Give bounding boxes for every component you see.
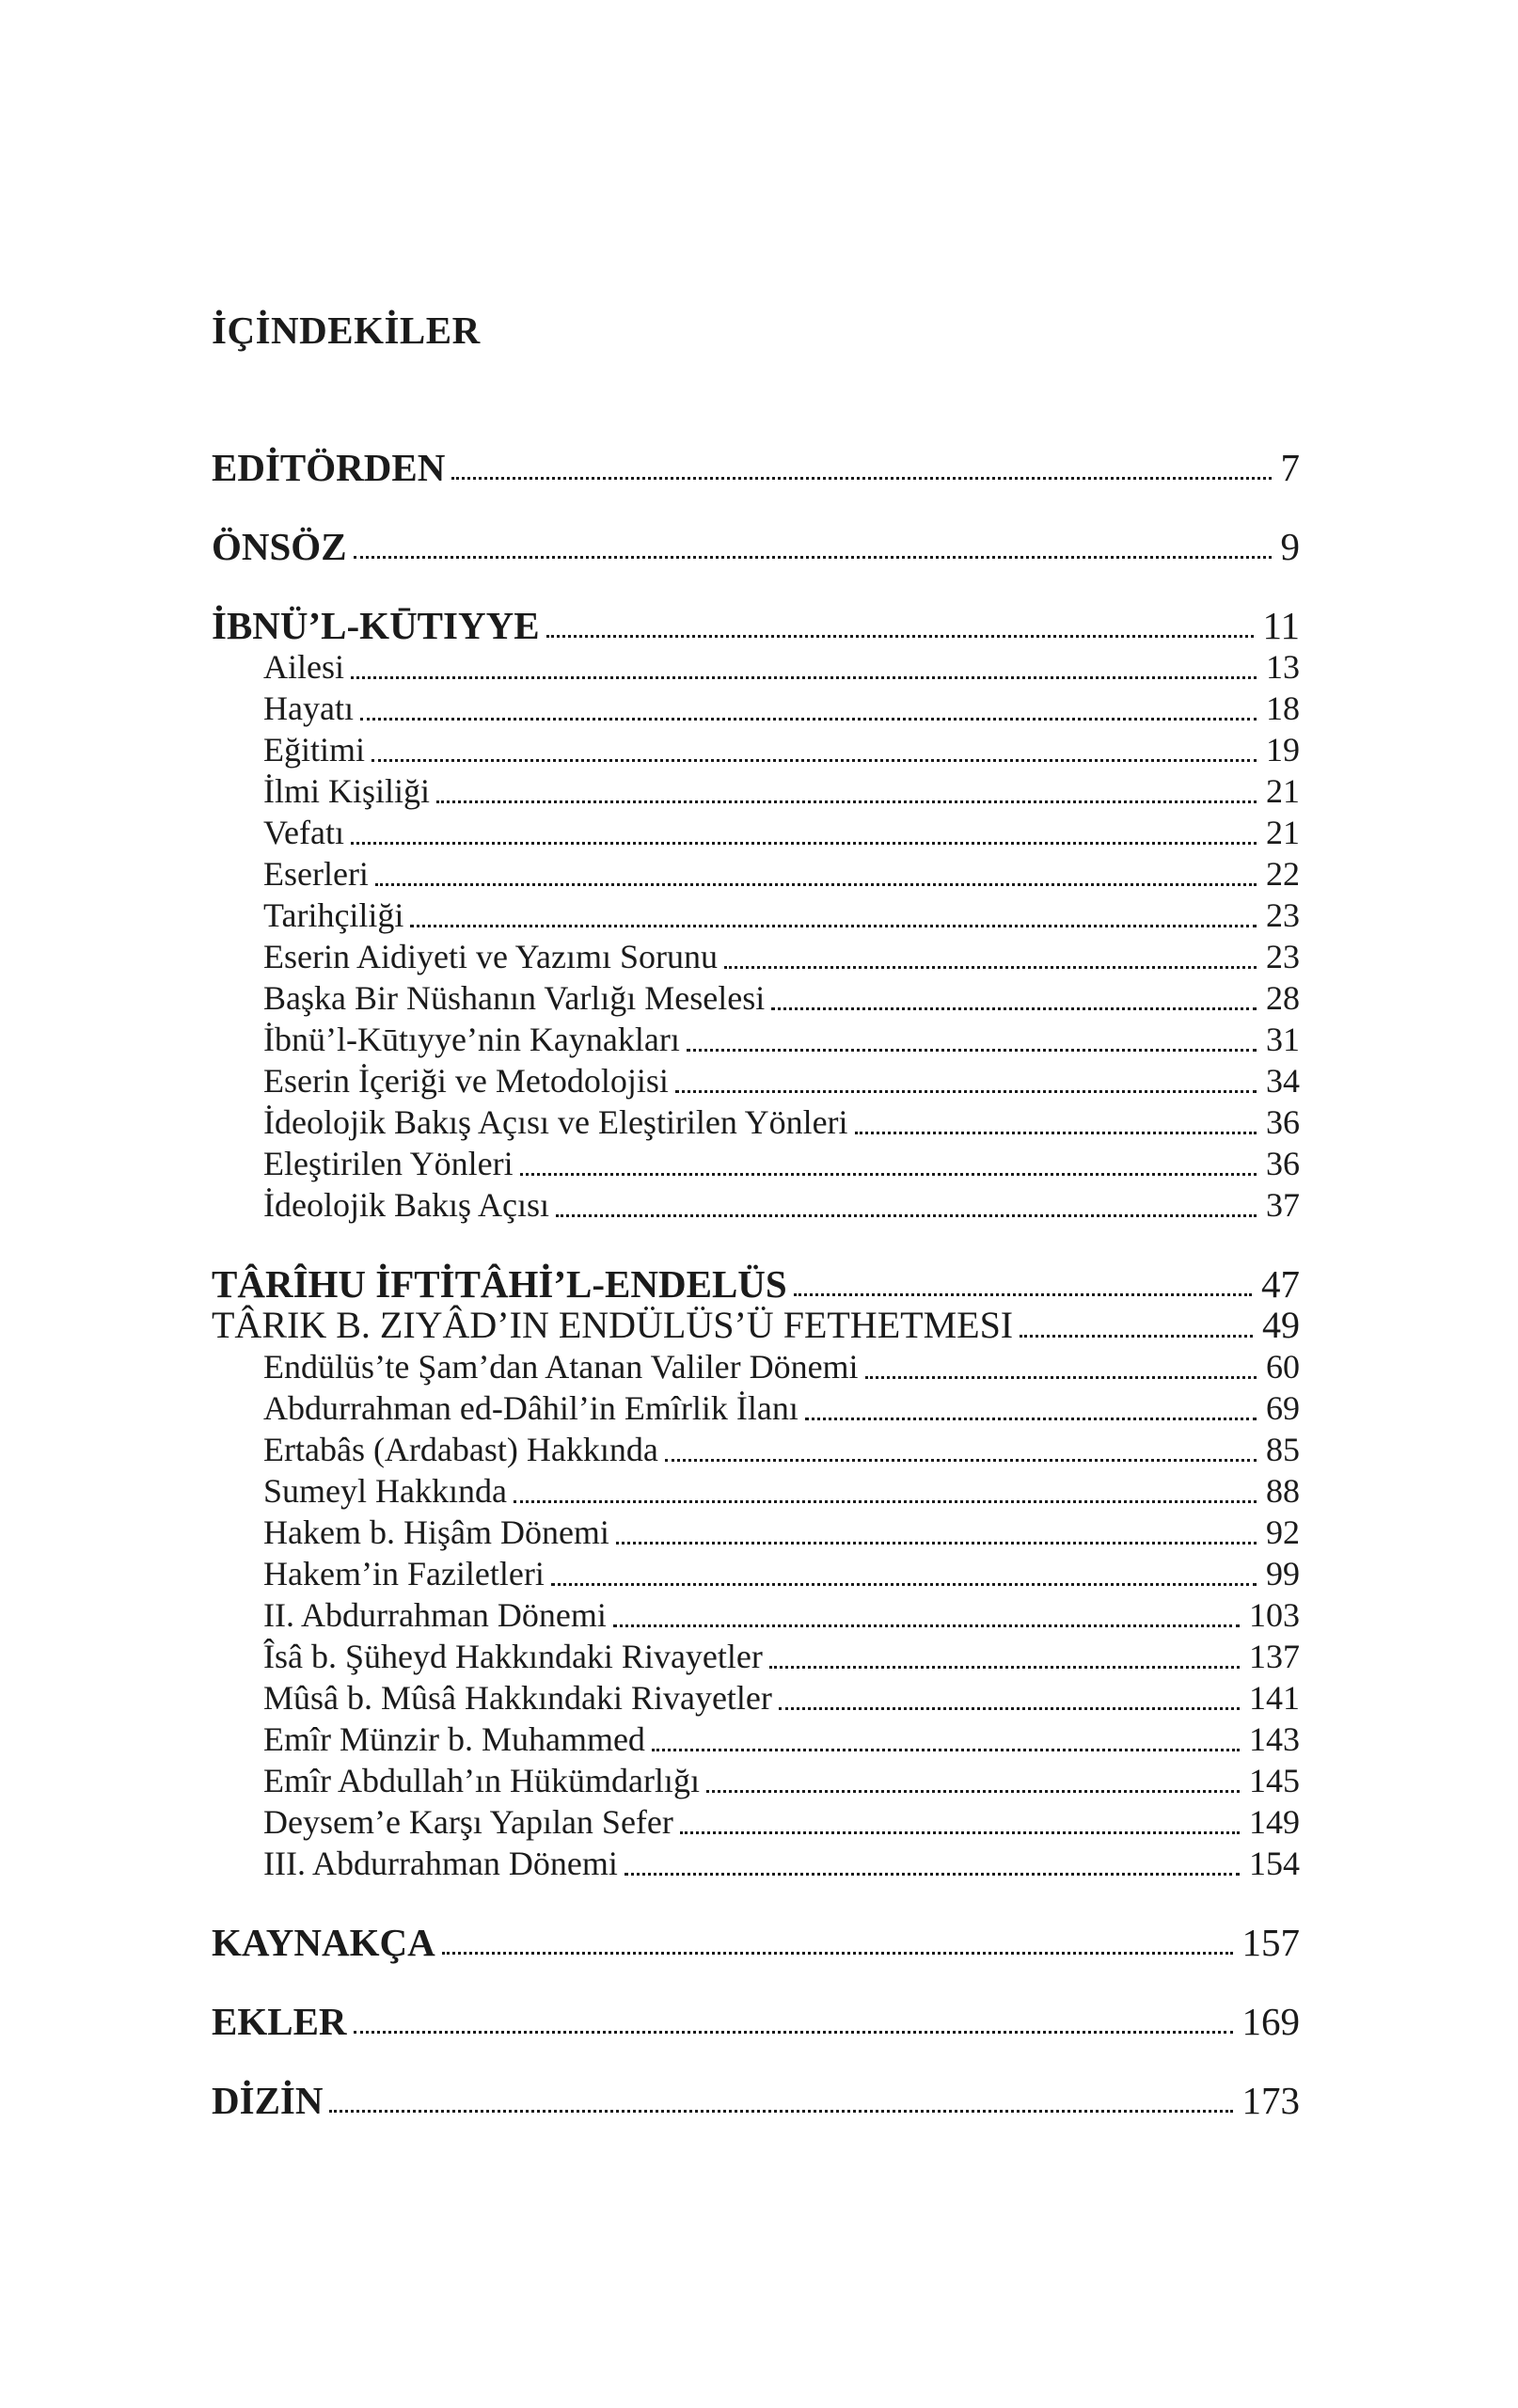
dot-leader — [551, 1583, 1257, 1586]
toc-entry-page: 11 — [1262, 604, 1300, 647]
toc-entry-page: 173 — [1241, 2079, 1300, 2122]
dot-leader — [329, 2110, 1232, 2113]
toc-entry-page: 13 — [1266, 648, 1300, 686]
dot-leader — [514, 1500, 1257, 1503]
toc-entry — [212, 1636, 1300, 1677]
toc-entry-label: Abdurrahman ed-Dâhil’in Emîrlik İlanı — [263, 1389, 799, 1427]
toc-entry — [212, 1263, 1300, 1305]
toc-entry-page: 37 — [1266, 1186, 1300, 1224]
toc-entry-label: Eleştirilen Yönleri — [263, 1145, 514, 1182]
toc-entry-page: 31 — [1266, 1021, 1300, 1058]
dot-leader — [436, 800, 1257, 803]
dot-leader — [652, 1749, 1240, 1751]
toc-entry-page: 88 — [1266, 1472, 1300, 1510]
toc-entry — [212, 1594, 1300, 1636]
toc-entry-page: 69 — [1266, 1389, 1300, 1427]
toc-page — [212, 308, 1300, 2121]
toc-entry-page: 60 — [1266, 1348, 1300, 1386]
toc-entry — [212, 688, 1300, 729]
toc-entry-label: Îsâ b. Şüheyd Hakkındaki Rivayetler — [263, 1638, 763, 1675]
toc-entry-page: 137 — [1249, 1638, 1300, 1675]
toc-entry-label: TÂRIK B. ZIYÂD’IN ENDÜLÜS’Ü FETHETMESI — [212, 1304, 1014, 1346]
toc-list — [212, 447, 1300, 2121]
toc-entry-page: 36 — [1266, 1103, 1300, 1141]
toc-entry-label: EDİTÖRDEN — [212, 446, 446, 489]
toc-entry-page: 154 — [1249, 1845, 1300, 1882]
toc-entry-label: Eserleri — [263, 855, 369, 893]
toc-entry-page: 169 — [1241, 2000, 1300, 2043]
toc-entry — [212, 770, 1300, 812]
toc-entry-label: II. Abdurrahman Dönemi — [263, 1596, 607, 1634]
dot-leader — [769, 1666, 1240, 1669]
toc-entry — [212, 1060, 1300, 1101]
toc-entry-label: Sumeyl Hakkında — [263, 1472, 507, 1510]
dot-leader — [771, 1007, 1257, 1010]
dot-leader — [360, 718, 1257, 721]
dot-leader — [354, 556, 1272, 559]
toc-entry-label: Mûsâ b. Mûsâ Hakkındaki Rivayetler — [263, 1679, 772, 1717]
toc-entry-page: 149 — [1249, 1803, 1300, 1841]
toc-entry-label: TÂRÎHU İFTİTÂHİ’L-ENDELÜS — [212, 1262, 787, 1306]
toc-entry — [212, 605, 1300, 646]
toc-entry-label: Vefatı — [263, 814, 344, 851]
dot-leader — [665, 1459, 1257, 1462]
toc-entry-page: 92 — [1266, 1513, 1300, 1551]
toc-entry — [212, 977, 1300, 1019]
toc-entry-label: Eğitimi — [263, 731, 365, 768]
toc-entry — [212, 1801, 1300, 1843]
dot-leader — [805, 1418, 1257, 1420]
dot-leader — [442, 1952, 1233, 1955]
toc-entry-label: Emîr Münzir b. Muhammed — [263, 1720, 645, 1758]
toc-entry — [212, 1184, 1300, 1226]
toc-entry-label: Emîr Abdullah’ın Hükümdarlığı — [263, 1762, 700, 1799]
toc-entry — [212, 812, 1300, 853]
toc-entry-page: 103 — [1249, 1596, 1300, 1634]
toc-entry-page: 18 — [1266, 689, 1300, 727]
toc-entry-page: 141 — [1249, 1679, 1300, 1717]
toc-entry — [212, 853, 1300, 895]
toc-entry-label: DİZİN — [212, 2079, 324, 2122]
toc-entry-label: Eserin Aidiyeti ve Yazımı Sorunu — [263, 938, 718, 975]
toc-entry-label: Deysem’e Karşı Yapılan Sefer — [263, 1803, 673, 1841]
toc-entry — [212, 1677, 1300, 1719]
toc-entry — [212, 1101, 1300, 1143]
dot-leader — [616, 1542, 1257, 1545]
toc-entry-page: 23 — [1266, 896, 1300, 934]
toc-entry — [212, 2080, 1300, 2121]
toc-entry-label: Ertabâs (Ardabast) Hakkında — [263, 1431, 658, 1468]
dot-leader — [351, 842, 1257, 845]
toc-entry-label: Endülüs’te Şam’dan Atanan Valiler Dönemi — [263, 1348, 859, 1386]
dot-leader — [779, 1707, 1240, 1710]
dot-leader — [410, 925, 1257, 927]
toc-entry-label: Ailesi — [263, 648, 344, 686]
dot-leader — [625, 1873, 1240, 1876]
toc-entry — [212, 1760, 1300, 1801]
dot-leader — [546, 635, 1254, 638]
dot-leader — [687, 1049, 1257, 1052]
toc-entry — [212, 1019, 1300, 1060]
dot-leader — [556, 1214, 1257, 1217]
toc-entry — [212, 1553, 1300, 1594]
dot-leader — [675, 1090, 1257, 1093]
toc-entry-label: Eserin İçeriği ve Metodolojisi — [263, 1062, 669, 1100]
toc-entry-label: Hayatı — [263, 689, 354, 727]
toc-entry — [212, 1843, 1300, 1884]
dot-leader — [354, 2031, 1233, 2034]
toc-entry-page: 21 — [1266, 772, 1300, 810]
dot-leader — [724, 966, 1257, 969]
toc-entry — [212, 2001, 1300, 2042]
dot-leader — [706, 1790, 1240, 1793]
toc-entry-page: 22 — [1266, 855, 1300, 893]
dot-leader — [375, 883, 1257, 886]
toc-entry-page: 145 — [1249, 1762, 1300, 1799]
dot-leader — [865, 1376, 1257, 1379]
toc-entry-label: İBNÜ’L-KŪTIYYE — [212, 604, 540, 647]
toc-entry-label: İdeolojik Bakış Açısı ve Eleştirilen Yönleri — [263, 1103, 848, 1141]
toc-entry-label: Tarihçiliği — [263, 896, 404, 934]
toc-entry-page: 23 — [1266, 938, 1300, 975]
toc-entry-label: İbnü’l-Kūtıyye’nin Kaynakları — [263, 1021, 680, 1058]
toc-entry-page: 19 — [1266, 731, 1300, 768]
toc-entry-page: 47 — [1261, 1262, 1300, 1306]
page-title: İÇİNDEKİLER — [212, 309, 481, 352]
toc-entry — [212, 1143, 1300, 1184]
toc-entry-page: 28 — [1266, 979, 1300, 1017]
toc-entry-page: 36 — [1266, 1145, 1300, 1182]
dot-leader — [520, 1173, 1257, 1176]
toc-entry-label: Hakem b. Hişâm Dönemi — [263, 1513, 609, 1551]
toc-entry-page: 99 — [1266, 1555, 1300, 1592]
dot-leader — [613, 1624, 1240, 1627]
toc-entry — [212, 936, 1300, 977]
toc-entry-page: 7 — [1280, 446, 1300, 489]
toc-entry-page: 157 — [1241, 1921, 1300, 1964]
toc-entry-label: Başka Bir Nüshanın Varlığı Meselesi — [263, 979, 766, 1017]
toc-entry-label: İdeolojik Bakış Açısı — [263, 1186, 549, 1224]
dot-leader — [372, 759, 1257, 762]
toc-entry — [212, 1305, 1300, 1346]
dot-leader — [794, 1293, 1252, 1296]
toc-entry-label: İlmi Kişiliği — [263, 772, 431, 810]
toc-entry-label: KAYNAKÇA — [212, 1921, 435, 1964]
toc-entry — [212, 1429, 1300, 1470]
toc-entry-label: Hakem’in Faziletleri — [263, 1555, 545, 1592]
toc-entry — [212, 1922, 1300, 1963]
toc-entry-page: 9 — [1280, 525, 1300, 568]
dot-leader — [680, 1831, 1240, 1834]
toc-entry-page: 143 — [1249, 1720, 1300, 1758]
toc-entry — [212, 1346, 1300, 1387]
dot-leader — [1020, 1335, 1253, 1338]
toc-entry-page: 34 — [1266, 1062, 1300, 1100]
toc-entry-page: 49 — [1262, 1304, 1300, 1346]
toc-entry-label: EKLER — [212, 2000, 347, 2043]
toc-entry-page: 21 — [1266, 814, 1300, 851]
dot-leader — [855, 1132, 1257, 1134]
toc-entry-page: 85 — [1266, 1431, 1300, 1468]
toc-entry — [212, 447, 1300, 488]
toc-entry — [212, 895, 1300, 936]
toc-entry — [212, 1470, 1300, 1512]
toc-entry — [212, 1387, 1300, 1429]
toc-entry-label: ÖNSÖZ — [212, 525, 347, 568]
toc-entry — [212, 646, 1300, 688]
dot-leader — [351, 676, 1257, 679]
toc-entry — [212, 729, 1300, 770]
toc-entry — [212, 526, 1300, 567]
toc-entry — [212, 1512, 1300, 1553]
dot-leader — [451, 477, 1271, 480]
toc-entry-label: III. Abdurrahman Dönemi — [263, 1845, 618, 1882]
toc-entry — [212, 1719, 1300, 1760]
